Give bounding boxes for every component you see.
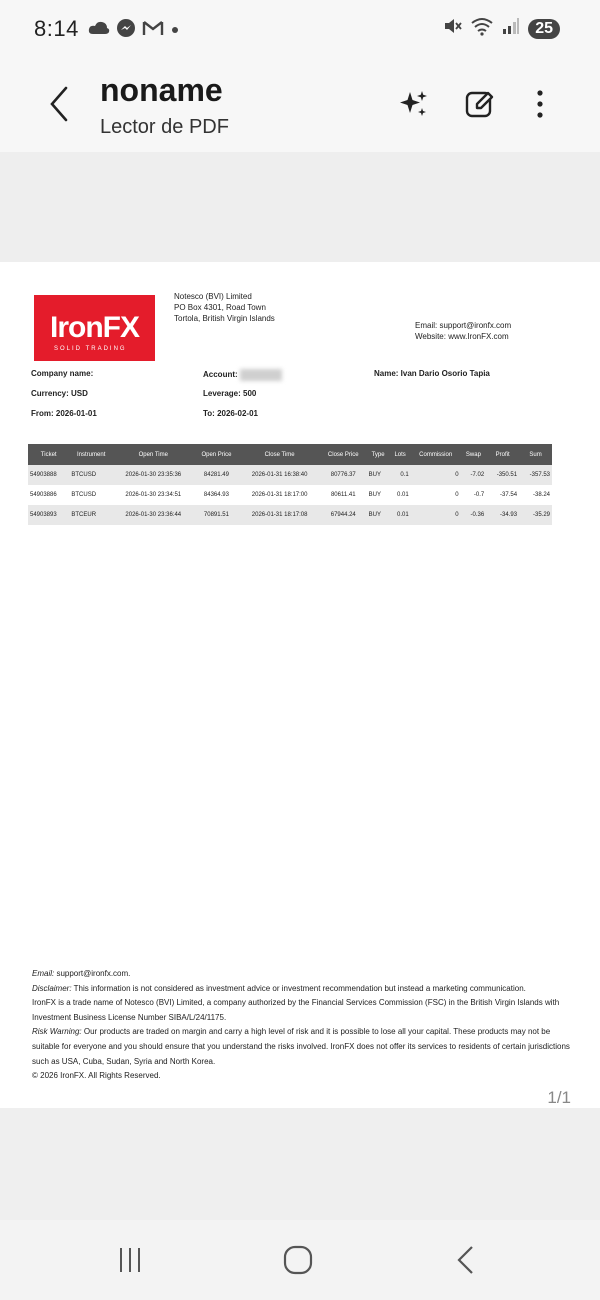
cell-swap: -0.36 (461, 505, 487, 525)
cell-open-price: 84281.49 (194, 465, 240, 485)
column-header: Commission (411, 444, 461, 465)
footer-risk-warning (32, 1025, 572, 1069)
cell-ticket: 54903893 (28, 505, 69, 525)
account-label-text: Account: (203, 370, 238, 380)
document-title: noname (100, 72, 223, 108)
document-footer (32, 967, 572, 1084)
ai-sparkle-icon[interactable] (396, 86, 432, 122)
address-line: Notesco (BVI) Limited (174, 292, 252, 301)
battery-indicator: 25 (528, 19, 560, 39)
cell-profit: -350.51 (486, 465, 519, 485)
back-arrow-icon[interactable] (44, 84, 74, 124)
footer-email-label: Email: (32, 969, 55, 978)
column-header: Close Time (239, 444, 320, 465)
client-name: Name: Ivan Dario Osorio Tapia (374, 369, 490, 378)
trades-table (28, 444, 552, 525)
column-header: Instrument (69, 444, 113, 465)
column-header: Lots (390, 444, 411, 465)
cell-lots: 0.01 (390, 485, 411, 505)
column-header: Open Price (194, 444, 240, 465)
cell-type: BUY (367, 505, 390, 525)
table-header-row (28, 444, 552, 465)
cell-sum: -38.24 (519, 485, 552, 505)
cell-open-price: 84364.93 (194, 485, 240, 505)
disclaimer-text: This information is not considered as investment advice or investment recommendation but instead a marketing communication. (71, 983, 526, 993)
cell-ticket: 54903888 (28, 465, 69, 485)
table-row (28, 485, 552, 505)
column-header: Type (367, 444, 390, 465)
from-date: From: 2026-01-01 (31, 409, 97, 418)
footer-email-value: support@ironfx.com. (54, 969, 131, 978)
cell-type: BUY (367, 465, 390, 485)
cell-type: BUY (367, 485, 390, 505)
disclaimer-label: Disclaimer: (32, 983, 72, 993)
footer-copyright: © 2026 IronFX. All Rights Reserved. (32, 1071, 161, 1081)
cell-close-price: 80776.37 (320, 465, 367, 485)
viewer-background (0, 1108, 600, 1220)
company-address (174, 291, 275, 324)
cell-close-price: 67944.24 (320, 505, 367, 525)
cell-swap: -7.02 (461, 465, 487, 485)
cell-close-time: 2026-01-31 18:17:00 (239, 485, 320, 505)
to-date: To: 2026-02-01 (203, 409, 258, 418)
address-line: PO Box 4301, Road Town (174, 303, 266, 312)
cell-close-time: 2026-01-31 16:38:40 (239, 465, 320, 485)
footer-disclaimer (32, 982, 572, 997)
cell-open-time: 2026-01-30 23:34:51 (113, 485, 194, 505)
column-header: Profit (486, 444, 519, 465)
cell-lots: 0.01 (390, 505, 411, 525)
contact-email: Email: support@ironfx.com (415, 321, 512, 330)
home-icon[interactable] (278, 1242, 318, 1278)
account-label (203, 369, 282, 381)
cell-open-time: 2026-01-30 23:36:44 (113, 505, 194, 525)
footer-email (32, 967, 572, 982)
app-subtitle: Lector de PDF (100, 116, 229, 138)
app-bar (0, 58, 600, 153)
currency-label: Currency: USD (31, 389, 88, 398)
column-header: Swap (461, 444, 487, 465)
company-name-label: Company name: (31, 369, 94, 378)
cell-swap: -0.7 (461, 485, 487, 505)
status-bar (0, 0, 600, 58)
column-header: Open Time (113, 444, 194, 465)
column-header: Ticket (28, 444, 69, 465)
cell-profit: -37.54 (486, 485, 519, 505)
column-header: Sum (519, 444, 552, 465)
back-icon[interactable] (446, 1242, 486, 1278)
contact-website: Website: www.IronFX.com (415, 332, 509, 341)
page-indicator: 1/1 (547, 1088, 571, 1107)
address-line: Tortola, British Virgin Islands (174, 314, 275, 323)
cell-ticket: 54903886 (28, 485, 69, 505)
logo-tagline: SOLID TRADING (54, 346, 127, 352)
footer-trade-name: IronFX is a trade name of Notesco (BVI) Limited, a company authorized by the Financial Services Commission (FSC) in the British Virgin Islands with Investment Business License Number SIBA/L/24/1175. (32, 998, 560, 1022)
cloud-icon (88, 20, 110, 41)
cell-profit: -34.93 (486, 505, 519, 525)
cell-commission: 0 (411, 485, 461, 505)
recents-icon[interactable] (110, 1242, 150, 1278)
cell-open-price: 70891.51 (194, 505, 240, 525)
risk-warning-text: Our products are traded on margin and carry a high level of risk and it is possible to lose all your capital. These products may not be suitable for everyone and you should ensure that you understand the risks involved. IronFX does not offer its services to residents of certain jurisdictions such as USA, Cuba, Sudan, Syria and North Korea. (32, 1027, 570, 1066)
redacted-account (240, 369, 282, 381)
risk-warning-label: Risk Warning: (32, 1027, 82, 1037)
cell-commission: 0 (411, 505, 461, 525)
table-row (28, 505, 552, 525)
mute-icon (442, 16, 462, 41)
more-vert-icon[interactable] (522, 86, 558, 122)
gmail-icon (142, 19, 164, 42)
edit-icon[interactable] (462, 86, 498, 122)
signal-icon (502, 17, 520, 40)
table-row (28, 465, 552, 485)
cell-sum: -35.29 (519, 505, 552, 525)
ironfx-logo (34, 295, 155, 361)
cell-instrument: BTCUSD (69, 465, 113, 485)
cell-instrument: BTCUSD (69, 485, 113, 505)
cell-close-price: 80611.41 (320, 485, 367, 505)
cell-sum: -357.53 (519, 465, 552, 485)
cell-open-time: 2026-01-30 23:35:36 (113, 465, 194, 485)
system-nav-bar (0, 1220, 600, 1300)
logo-name: IronFX (50, 311, 139, 344)
column-header: Close Price (320, 444, 367, 465)
cell-commission: 0 (411, 465, 461, 485)
pdf-page[interactable] (0, 262, 600, 1108)
viewer-background (0, 152, 600, 262)
cell-instrument: BTCEUR (69, 505, 113, 525)
cell-close-time: 2026-01-31 18:17:08 (239, 505, 320, 525)
company-contact (415, 320, 511, 342)
leverage-label: Leverage: 500 (203, 389, 257, 398)
status-time: 8:14 (34, 16, 79, 41)
dot-icon (170, 22, 180, 40)
cell-lots: 0.1 (390, 465, 411, 485)
wifi-icon (470, 16, 494, 41)
messenger-icon (116, 18, 136, 43)
